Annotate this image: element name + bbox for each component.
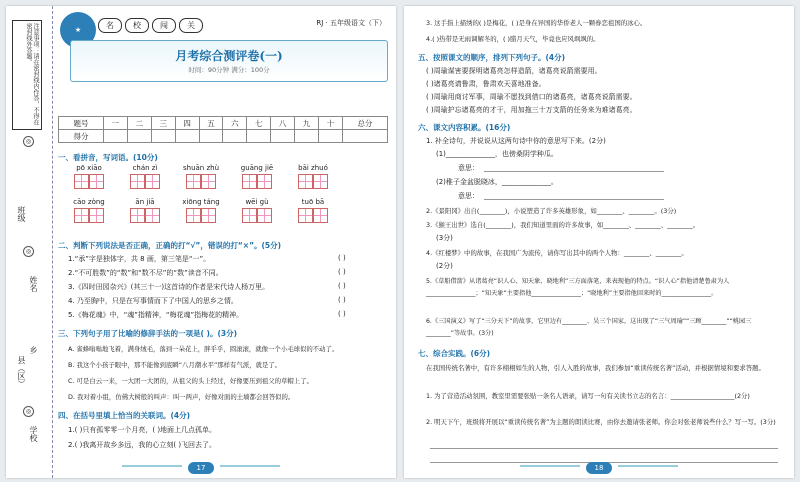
fill-blank[interactable]: (1)______________，也傍桑阴学种瓜。 [436, 150, 558, 158]
county-field[interactable]: 县（区） [17, 356, 26, 388]
edition-label: RJ · 五年级语文（下） [316, 19, 386, 27]
footer-ornament [122, 465, 182, 467]
score-entry-cell[interactable] [175, 130, 199, 143]
meaning-label: 意思： [458, 192, 479, 200]
score-entry-cell[interactable] [271, 130, 295, 143]
brand-logo: ★ [60, 12, 96, 48]
score-header-cell: 九 [295, 117, 319, 130]
writing-grid[interactable] [236, 174, 278, 189]
score-header-row [59, 117, 388, 130]
judge-item: 5.《梅花魂》中，“魂”指精神，“梅花魂”指梅花的精神。 [68, 311, 244, 319]
fill-blank[interactable]: 4.《红楼梦》中的故事，在我国广为流传，请你写出其中的两个人物：________、________。 [426, 249, 688, 257]
conjunction-item[interactable]: 4.( )热带是无雨调解冬的，( )腊月天气，毕竟也应风飒飒的。 [426, 35, 600, 43]
writing-grid[interactable] [292, 174, 334, 189]
score-header-cell: 总分 [342, 117, 387, 130]
pinyin-text: xiōng táng [182, 198, 220, 206]
exam-title: 月考综合测评卷(一) [175, 49, 283, 63]
title-banner [70, 40, 388, 82]
score-entry-cell[interactable] [342, 130, 387, 143]
writing-grid[interactable] [180, 208, 222, 223]
score-header-cell: 六 [223, 117, 247, 130]
page-number: 17 [188, 462, 214, 474]
brand-char: 关 [179, 18, 203, 33]
pinyin-item [180, 198, 222, 223]
section-6-heading: 六、课文内容积累。(16分) [418, 123, 511, 132]
score-value-row [59, 130, 388, 143]
score-entry-cell[interactable] [223, 130, 247, 143]
practice-question[interactable]: 1. 为了营造活动氛围，教室里需要张贴一条名人语录，请写一句有关读书立志的名言：____________________(2分) [426, 392, 750, 400]
score-note: (2分) [436, 262, 453, 270]
conjunction-item[interactable]: 2.( )我离开故乡多远，我的心立刻( )飞回去了。 [68, 441, 217, 449]
pinyin-row [68, 164, 334, 189]
left-footer [6, 455, 396, 474]
judge-item: 3.《四时田园杂兴》(其三十一)这首诗的作者是宋代诗人杨万里。 [68, 283, 270, 291]
score-header-cell: 八 [271, 117, 295, 130]
writing-grid[interactable] [292, 208, 334, 223]
answer-line[interactable] [484, 199, 664, 200]
score-entry-cell[interactable] [103, 130, 127, 143]
footer-ornament [618, 465, 678, 467]
answer-line[interactable] [430, 448, 778, 449]
pinyin-item [68, 164, 110, 189]
pinyin-item [236, 164, 278, 189]
score-header-cell: 一 [103, 117, 127, 130]
judge-item: 1.“承”字是独体字，共 8 画，第三笔是“一”。 [68, 255, 211, 263]
score-header-cell: 七 [247, 117, 271, 130]
footer-ornament [220, 465, 280, 467]
fill-blank[interactable]: 6.《三国演义》写了“三分天下”的故事，它里边有________、吴三个国家，这出现了“三气周瑜”“三顾________”“桃园三________”等故事。(3分) [426, 318, 752, 337]
score-entry-cell[interactable] [319, 130, 343, 143]
writing-grid[interactable] [180, 174, 222, 189]
pinyin-item [180, 164, 222, 189]
score-header-cell: 三 [151, 117, 175, 130]
right-footer [404, 455, 794, 474]
page-number: 18 [586, 462, 612, 474]
pinyin-item [292, 164, 334, 189]
score-header-cell: 题号 [59, 117, 104, 130]
order-item[interactable]: ( )周瑜护忘诸葛亮的才干，用加拖三十万支箭的任务来为难诸葛亮。 [426, 106, 637, 114]
brand-title [98, 18, 203, 33]
binding-hole-mark: ◎ [23, 406, 34, 417]
choice-option[interactable]: A. 雀蜂嗡嗡地飞着，满身绒毛，落到一朵花上，胖乎乎，圆滚滚，就像一个小毛球似的不动了。 [68, 345, 339, 353]
pinyin-text: shuān zhù [182, 164, 220, 172]
class-field[interactable]: 班级 [17, 206, 26, 222]
pinyin-text: cāo zòng [73, 198, 105, 206]
answer-line[interactable] [484, 171, 664, 172]
order-item[interactable]: ( )诸葛亮请鲁肃，鲁肃欢天喜地准备。 [426, 80, 546, 88]
question-text: 1. 补全诗句，并说说从这两句诗中你的意思写下来。(2分) [426, 137, 606, 145]
notice-box: 注意事项：请在密封线内作答，不得在密封线外答题。 [12, 20, 42, 130]
school-field[interactable]: 学校 [29, 426, 38, 442]
score-entry-cell[interactable] [127, 130, 151, 143]
exam-meta: 时间：90分钟 满分：100分 [188, 66, 270, 74]
name-field[interactable]: 姓名 [29, 276, 38, 292]
score-header-cell: 五 [199, 117, 223, 130]
practice-question: 2. 明天下午，班级将开展以“重读传统名著”为主题的朗读比赛，由你去邀请张老师。你会对张老师说些什么？写一写。(3分) [426, 418, 776, 426]
section-1-heading: 一、看拼音，写词语。(10分) [58, 153, 158, 162]
pinyin-text: pō xiāo [76, 164, 102, 172]
fill-blank[interactable]: 5.《草船借箭》从诸葛亮“识人心、知天象、晓地利”三方面落笔，来表现他的特点。“识人心”指他清楚鲁肃为人________________；“知天象”主要指他________________；“晓地利”主要指他回来时的________________。 [426, 278, 730, 297]
conjunction-item[interactable]: 1.( )只有孤零零一个月亮，( )地面上几点孤单。 [68, 426, 217, 434]
writing-grid[interactable] [236, 208, 278, 223]
pinyin-text: bāi zhuó [298, 164, 328, 172]
score-entry-cell[interactable] [247, 130, 271, 143]
answer-paren[interactable]: ( ) [338, 268, 346, 276]
choice-option[interactable]: D. 我对着小组，仿佛大树般的叫声：叫一两声，好像对面的土墙都会回答似的。 [68, 393, 295, 401]
score-header-cell: 十 [319, 117, 343, 130]
fill-blank[interactable]: (2)稚子金盆脱晓冰，______________。 [436, 178, 558, 186]
answer-paren[interactable]: ( ) [338, 310, 346, 318]
section-5-heading: 五、按照课文的顺序，排列下列句子。(4分) [418, 53, 566, 62]
score-entry-cell[interactable] [295, 130, 319, 143]
pinyin-item [68, 198, 110, 223]
binding-hole-mark: ◎ [23, 246, 34, 257]
judge-item: 4. 乃至胸中，只是在写事情而下了中国人的思乡之情。 [68, 297, 238, 305]
writing-grid[interactable] [124, 208, 166, 223]
brand-char: 校 [125, 18, 149, 33]
fill-blank[interactable]: 3.《猴王出世》选自(________)，我们知道里面的许多故事，如________、________、________。 [426, 221, 700, 229]
footer-ornament [520, 465, 580, 467]
pinyin-text: guāng jiē [240, 164, 274, 172]
pinyin-item [236, 198, 278, 223]
section-7-heading: 七、综合实践。(6分) [418, 349, 491, 358]
score-entry-cell[interactable] [199, 130, 223, 143]
practice-intro: 在我国传统名著中，有许多栩栩如生的人物，引人入胜的故事，我们参加“重读传统名著”活动，并根据情境和要求答题。 [426, 364, 765, 372]
pinyin-item [292, 198, 334, 223]
score-note: (3分) [436, 234, 453, 242]
section-2-heading: 二、判断下列说法是否正确，正确的打“√”，错误的打“×”。(5分) [58, 241, 282, 250]
pinyin-item [124, 164, 166, 189]
fill-blank[interactable]: 2.《景阳冈》出自(________)，小说塑造了许多英雄形象，如________、________。(3分) [426, 207, 677, 215]
section-3-heading: 三、下列句子用了比喻的修辞手法的一项是( )。(3分) [58, 329, 238, 338]
town-field[interactable]: 乡 [29, 346, 38, 354]
answer-paren[interactable]: ( ) [338, 254, 346, 262]
right-content [418, 12, 784, 472]
brand-char: 名 [98, 18, 122, 33]
writing-grid[interactable] [68, 174, 110, 189]
binding-strip [6, 6, 53, 478]
right-page [404, 6, 794, 478]
choice-option[interactable]: B. 我这个小孩子眼中，那不能像到底瞬“八月潮水平”那样有气派，就是了。 [68, 361, 282, 369]
section-4-heading: 四、在括号里填上恰当的关联词。(4分) [58, 411, 191, 420]
answer-paren[interactable]: ( ) [338, 296, 346, 304]
judge-item: 2.“不可胜数”的“数”和“数不尽”的“数”读音不同。 [68, 269, 223, 277]
order-item[interactable]: ( )周瑜谋害要探明诸葛亮怎样造箭，诸葛亮说箭需要用。 [426, 67, 602, 75]
writing-grid[interactable] [124, 174, 166, 189]
score-entry-cell[interactable] [151, 130, 175, 143]
score-header-cell: 二 [127, 117, 151, 130]
pinyin-text: ān jiā [135, 198, 155, 206]
score-table [58, 116, 388, 143]
left-content [58, 12, 390, 472]
score-header-cell: 四 [175, 117, 199, 130]
brand-char: 闯 [152, 18, 176, 33]
pinyin-text: tuō bā [301, 198, 325, 206]
pinyin-item [124, 198, 166, 223]
choice-option[interactable]: C. 可是白云一来，一大团一大团的，从祖父的头上经过，好像要压到祖父的草帽上了。 [68, 377, 313, 385]
meaning-label: 意思： [458, 164, 479, 172]
conjunction-item[interactable]: 3. 这手指上描绣的( )是梅花，( )是身在异国的华侨老人一颗眷恋祖国的冰心。 [426, 19, 647, 27]
pinyin-text: chán zì [132, 164, 158, 172]
left-page [6, 6, 396, 478]
binding-hole-mark: ◎ [23, 136, 34, 147]
pinyin-row [68, 198, 334, 223]
pinyin-text: wēi gù [245, 198, 269, 206]
order-item[interactable]: ( )周瑜用商讨军事，周瑜不愿找到借口的诸葛亮，诸葛亮说箭需要。 [426, 93, 637, 101]
score-label-cell: 得分 [59, 130, 104, 143]
answer-paren[interactable]: ( ) [338, 282, 346, 290]
writing-grid[interactable] [68, 208, 110, 223]
